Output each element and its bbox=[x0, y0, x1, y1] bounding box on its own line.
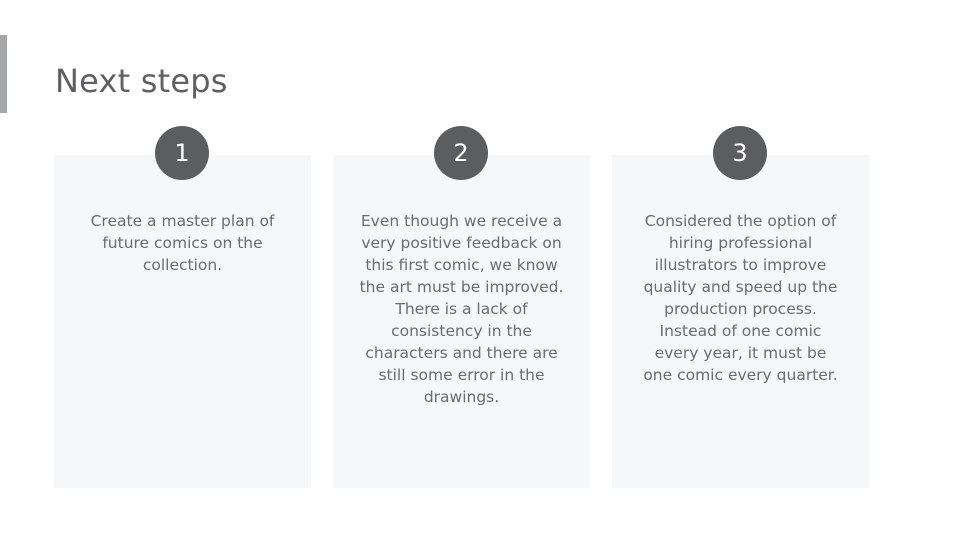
step-number-badge-2: 2 bbox=[434, 126, 488, 180]
slide-title: Next steps bbox=[55, 62, 228, 100]
step-description-1: Create a master plan of future comics on the collection. bbox=[90, 212, 275, 274]
step-description-2: Even though we receive a very positive feedback on this first comic, we know the art must be improved. There is a lack of consistency in the characters and there are still some error in the drawings. bbox=[359, 212, 564, 406]
step-description-3: Considered the option of hiring professional illustrators to improve quality and speed up the production process. Instead of one comic every year, it must be one comic every quarter. bbox=[643, 212, 838, 384]
step-number-badge-1: 1 bbox=[155, 126, 209, 180]
step-card-1 bbox=[54, 155, 311, 488]
accent-bar bbox=[0, 35, 7, 113]
step-number-badge-3: 3 bbox=[713, 126, 767, 180]
